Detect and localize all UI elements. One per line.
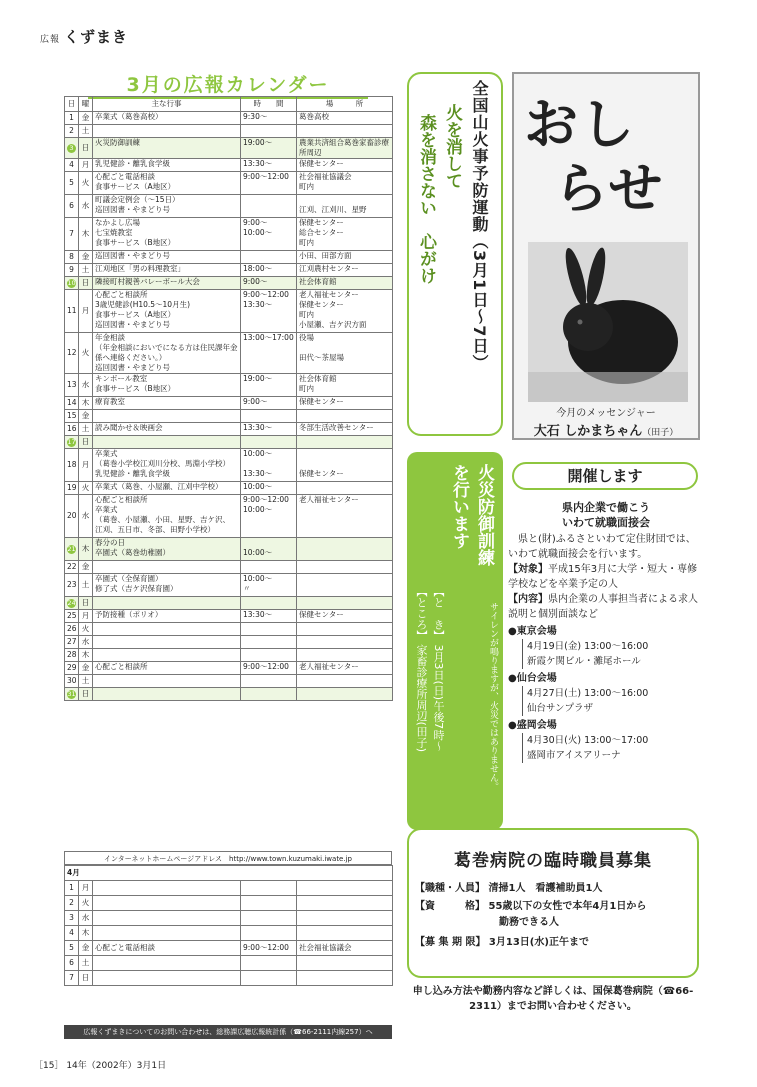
event-cell bbox=[93, 410, 241, 423]
day-cell: 8 bbox=[65, 251, 79, 264]
place-cell bbox=[297, 436, 393, 449]
event-cell bbox=[93, 649, 241, 662]
day-cell bbox=[65, 688, 79, 701]
event-cell bbox=[93, 911, 241, 926]
weekday-cell: 火 bbox=[79, 333, 93, 374]
weekday-cell: 土 bbox=[79, 125, 93, 138]
header-event: 主な行事 bbox=[93, 97, 241, 112]
time-cell bbox=[241, 688, 297, 701]
weekday-cell: 金 bbox=[79, 561, 93, 574]
day-cell: 7 bbox=[65, 971, 79, 986]
time-cell: 19:00～ bbox=[241, 138, 297, 159]
day-cell: 26 bbox=[65, 623, 79, 636]
messenger-caption: 今月のメッセンジャー bbox=[556, 408, 656, 419]
time-cell: 9:00～12:00 bbox=[241, 662, 297, 675]
place-cell bbox=[297, 561, 393, 574]
weekday-cell: 水 bbox=[79, 374, 93, 397]
place-cell: 保健センター bbox=[297, 159, 393, 172]
place-cell: 保健センター bbox=[297, 610, 393, 623]
day-cell: 2 bbox=[65, 125, 79, 138]
venue-tokyo: ●東京会場 4月19日(金) 13:00～16:00 新霞ケ関ビル・灘尾ホール bbox=[508, 624, 704, 669]
day-cell: 18 bbox=[65, 449, 79, 482]
event-cell: 町議会定例会（～15日） 巡回図書・やまどり号 bbox=[93, 195, 241, 218]
job-fair-target: 【対象】平成15年3月に大学・短大・専修学校などを卒業予定の人 bbox=[508, 564, 698, 590]
place-cell: 社会福祉協議会 bbox=[297, 941, 393, 956]
day-cell: 3 bbox=[65, 911, 79, 926]
day-cell: 13 bbox=[65, 374, 79, 397]
calendar-row bbox=[65, 926, 393, 941]
event-cell bbox=[93, 956, 241, 971]
weekday-cell: 火 bbox=[79, 482, 93, 495]
weekday-cell: 日 bbox=[79, 277, 93, 290]
time-cell: 9:00～12:00 10:00～ bbox=[241, 495, 297, 538]
kaisai-header: 開催します bbox=[512, 462, 698, 490]
event-cell: 年金相談 （年金相談においでになる方は住民課年金係へ連絡ください。） 巡回図書・やまどり号 bbox=[93, 333, 241, 374]
time-cell: 9:00～ 10:00～ bbox=[241, 218, 297, 251]
weekday-cell: 火 bbox=[79, 172, 93, 195]
day-cell: 6 bbox=[65, 195, 79, 218]
weekday-cell: 木 bbox=[79, 649, 93, 662]
time-cell: 9:00～12:00 bbox=[241, 941, 297, 956]
time-cell bbox=[241, 926, 297, 941]
calendar-row bbox=[65, 449, 393, 482]
weekday-cell: 土 bbox=[79, 956, 93, 971]
day-cell bbox=[65, 138, 79, 159]
event-cell: 巡回図書・やまどり号 bbox=[93, 251, 241, 264]
place-cell bbox=[297, 971, 393, 986]
place-cell: 保健センター bbox=[297, 449, 393, 482]
time-cell bbox=[241, 636, 297, 649]
event-cell: なかよし広場 七宝焼教室 食事サービス（B地区） bbox=[93, 218, 241, 251]
day-cell: 7 bbox=[65, 218, 79, 251]
weekday-cell: 土 bbox=[79, 574, 93, 597]
place-cell: 小田、田部方面 bbox=[297, 251, 393, 264]
day-cell: 12 bbox=[65, 333, 79, 374]
place-cell: 保健センター bbox=[297, 397, 393, 410]
time-cell bbox=[241, 623, 297, 636]
time-cell bbox=[241, 675, 297, 688]
weekday-cell: 金 bbox=[79, 662, 93, 675]
event-cell: 心配ごと相談所 bbox=[93, 662, 241, 675]
calendar-row bbox=[65, 125, 393, 138]
place-cell: 老人福祉センター 保健センター 町内 小屋瀬、吉ケ沢方面 bbox=[297, 290, 393, 333]
place-cell: 江刈農村センター bbox=[297, 264, 393, 277]
place-cell bbox=[297, 538, 393, 561]
weekday-cell: 木 bbox=[79, 538, 93, 561]
place-cell bbox=[297, 649, 393, 662]
event-cell bbox=[93, 597, 241, 610]
april-calendar-table bbox=[64, 865, 393, 986]
weekday-cell: 日 bbox=[79, 971, 93, 986]
job-fair-content: 【内容】県内企業の人事担当者による求人説明と個別面談など bbox=[508, 594, 698, 620]
calendar-title: 3月の広報カレンダー bbox=[88, 70, 368, 99]
place-cell bbox=[297, 911, 393, 926]
day-cell: 1 bbox=[65, 112, 79, 125]
event-cell: 火災防御訓練 bbox=[93, 138, 241, 159]
place-cell bbox=[297, 410, 393, 423]
calendar-row bbox=[65, 649, 393, 662]
weekday-cell: 水 bbox=[79, 495, 93, 538]
time-cell: 13:30～ bbox=[241, 423, 297, 436]
day-cell: 15 bbox=[65, 410, 79, 423]
time-cell: 10:00～ bbox=[241, 538, 297, 561]
place-cell: 農業共済組合葛巻家畜診療所周辺 bbox=[297, 138, 393, 159]
weekday-cell: 火 bbox=[79, 623, 93, 636]
time-cell: 9:00～12:00 13:30～ bbox=[241, 290, 297, 333]
calendar-row bbox=[65, 881, 393, 896]
time-cell: 9:00～ bbox=[241, 277, 297, 290]
fire-prevention-box bbox=[407, 72, 503, 436]
masthead: 広報 くずまき bbox=[40, 28, 129, 46]
hospital-qualification: 【資 格】 55歳以下の女性で本年4月1日から bbox=[415, 901, 647, 912]
calendar-row bbox=[65, 675, 393, 688]
event-cell: 江刈地区「男の料理教室」 bbox=[93, 264, 241, 277]
place-cell bbox=[297, 896, 393, 911]
day-cell: 16 bbox=[65, 423, 79, 436]
event-cell: 卒業式 （葛巻小学校江刈川分校、馬淵小学校） 乳児健診・離乳食学級 bbox=[93, 449, 241, 482]
holiday-day-marker: 24 bbox=[67, 599, 76, 607]
time-cell bbox=[241, 125, 297, 138]
fire-drill-note: サイレンが鳴りますが、火災ではありません。 bbox=[488, 602, 498, 791]
weekday-cell: 金 bbox=[79, 941, 93, 956]
event-cell: キンボール教室 食事サービス（B地区） bbox=[93, 374, 241, 397]
place-cell: 老人福祉センター bbox=[297, 662, 393, 675]
event-cell bbox=[93, 623, 241, 636]
event-cell bbox=[93, 896, 241, 911]
calendar-row bbox=[65, 662, 393, 675]
homepage-url: インターネットホームページアドレス http://www.town.kuzumaki.iwate.jp bbox=[64, 851, 392, 865]
time-cell: 13:30～ bbox=[241, 610, 297, 623]
venue-sendai: ●仙台会場 4月27日(土) 13:00～16:00 仙台サンプラザ bbox=[508, 671, 704, 716]
oshirase-title-2: らせ bbox=[554, 157, 665, 220]
weekday-cell: 月 bbox=[79, 290, 93, 333]
weekday-cell: 金 bbox=[79, 112, 93, 125]
header-time: 時 間 bbox=[241, 97, 297, 112]
weekday-cell: 水 bbox=[79, 195, 93, 218]
time-cell: 9:30～ bbox=[241, 112, 297, 125]
calendar-row bbox=[65, 495, 393, 538]
day-cell: 23 bbox=[65, 574, 79, 597]
place-cell: 保健センター 総合センター 町内 bbox=[297, 218, 393, 251]
event-cell: 隣接町村親善バレーボール大会 bbox=[93, 277, 241, 290]
job-fair-section bbox=[508, 500, 704, 763]
march-calendar-table bbox=[64, 96, 393, 701]
time-cell bbox=[241, 410, 297, 423]
holiday-day-marker: 3 bbox=[67, 144, 76, 153]
event-cell bbox=[93, 125, 241, 138]
time-cell: 10:00～ bbox=[241, 482, 297, 495]
event-cell: 卒業式（葛巻、小屋瀬、江刈中学校） bbox=[93, 482, 241, 495]
place-cell bbox=[297, 623, 393, 636]
time-cell: 18:00～ bbox=[241, 264, 297, 277]
day-cell bbox=[65, 597, 79, 610]
weekday-cell: 木 bbox=[79, 397, 93, 410]
calendar-row bbox=[65, 941, 393, 956]
job-fair-title-1: 県内企業で働こう bbox=[562, 501, 650, 514]
event-cell bbox=[93, 675, 241, 688]
calendar-row bbox=[65, 172, 393, 195]
weekday-cell: 水 bbox=[79, 911, 93, 926]
event-cell: 心配ごと電話相談 bbox=[93, 941, 241, 956]
place-cell: 老人福祉センター bbox=[297, 495, 393, 538]
day-cell: 5 bbox=[65, 172, 79, 195]
oshirase-box bbox=[512, 72, 700, 440]
calendar-row bbox=[65, 538, 393, 561]
time-cell: 10:00～ 〃 bbox=[241, 574, 297, 597]
event-cell bbox=[93, 971, 241, 986]
fire-drill-box bbox=[407, 452, 503, 830]
time-cell bbox=[241, 649, 297, 662]
event-cell: 読み聞かせ＆映画会 bbox=[93, 423, 241, 436]
place-cell: 葛巻高校 bbox=[297, 112, 393, 125]
calendar-row bbox=[65, 911, 393, 926]
holiday-day-marker: 21 bbox=[67, 545, 76, 553]
time-cell bbox=[241, 561, 297, 574]
calendar-row bbox=[65, 482, 393, 495]
time-cell bbox=[241, 911, 297, 926]
holiday-day-marker: 17 bbox=[67, 438, 76, 446]
calendar-row bbox=[65, 333, 393, 374]
day-cell: 20 bbox=[65, 495, 79, 538]
calendar-row bbox=[65, 290, 393, 333]
header-week: 曜 bbox=[79, 97, 93, 112]
time-cell: 9:00～12:00 bbox=[241, 172, 297, 195]
event-cell bbox=[93, 561, 241, 574]
weekday-cell: 土 bbox=[79, 675, 93, 688]
calendar-row bbox=[65, 971, 393, 986]
event-cell: 卒業式（葛巻高校） bbox=[93, 112, 241, 125]
event-cell: 卒園式（全保育園） 修了式（吉ケ沢保育園） bbox=[93, 574, 241, 597]
place-cell bbox=[297, 574, 393, 597]
calendar-row bbox=[65, 561, 393, 574]
place-cell: 冬部生活改善センター bbox=[297, 423, 393, 436]
time-cell: 9:00～ bbox=[241, 397, 297, 410]
weekday-cell: 火 bbox=[79, 896, 93, 911]
day-cell: 4 bbox=[65, 159, 79, 172]
weekday-cell: 月 bbox=[79, 449, 93, 482]
calendar-row bbox=[65, 264, 393, 277]
fire-prevention-slogan2: 森を消さない 心がけ bbox=[416, 114, 436, 284]
place-cell: 社会福祉協議会 町内 bbox=[297, 172, 393, 195]
holiday-day-marker: 10 bbox=[67, 279, 76, 287]
day-cell: 25 bbox=[65, 610, 79, 623]
event-cell: 心配ごと相談所 卒業式 （葛巻、小屋瀬、小田、星野、吉ケ沢、 江刈、五日市、冬部、田野小学校） bbox=[93, 495, 241, 538]
day-cell: 19 bbox=[65, 482, 79, 495]
calendar-row bbox=[65, 410, 393, 423]
fire-drill-when: 【と き】 3月3日(日)午後7時～ bbox=[432, 586, 445, 752]
event-cell bbox=[93, 926, 241, 941]
place-cell bbox=[297, 125, 393, 138]
event-cell bbox=[93, 688, 241, 701]
hospital-recruitment-box bbox=[407, 828, 699, 978]
fire-drill-title-1: 火災防御訓練 bbox=[474, 464, 494, 566]
event-cell: 乳児健診・離乳食学級 bbox=[93, 159, 241, 172]
header-place: 場 所 bbox=[297, 97, 393, 112]
weekday-cell: 月 bbox=[79, 159, 93, 172]
calendar-row bbox=[65, 277, 393, 290]
calendar-row bbox=[65, 896, 393, 911]
calendar-row bbox=[65, 195, 393, 218]
day-cell: 4 bbox=[65, 926, 79, 941]
time-cell bbox=[241, 597, 297, 610]
calendar-row bbox=[65, 251, 393, 264]
calendar-row bbox=[65, 610, 393, 623]
day-cell: 27 bbox=[65, 636, 79, 649]
weekday-cell: 土 bbox=[79, 423, 93, 436]
calendar-row bbox=[65, 112, 393, 125]
calendar-row bbox=[65, 218, 393, 251]
weekday-cell: 日 bbox=[79, 597, 93, 610]
time-cell bbox=[241, 956, 297, 971]
fire-prevention-slogan1: 火を消して bbox=[442, 104, 462, 189]
time-cell: 13:30～ bbox=[241, 159, 297, 172]
time-cell bbox=[241, 896, 297, 911]
place-cell: 江刈、江刈川、星野 bbox=[297, 195, 393, 218]
weekday-cell: 月 bbox=[79, 610, 93, 623]
event-cell: 療育教室 bbox=[93, 397, 241, 410]
weekday-cell: 日 bbox=[79, 436, 93, 449]
time-cell: 19:00～ bbox=[241, 374, 297, 397]
day-cell: 6 bbox=[65, 956, 79, 971]
place-cell bbox=[297, 636, 393, 649]
weekday-cell: 木 bbox=[79, 218, 93, 251]
day-cell: 1 bbox=[65, 881, 79, 896]
place-cell bbox=[297, 675, 393, 688]
messenger-name: 大石 しかまちゃん（田子） bbox=[533, 424, 679, 439]
place-cell: 社会体育館 bbox=[297, 277, 393, 290]
weekday-cell: 月 bbox=[79, 881, 93, 896]
page-footer: ［15］ 14年（2002年）3月1日 bbox=[34, 1061, 167, 1071]
time-cell bbox=[241, 881, 297, 896]
venue-morioka: ●盛岡会場 4月30日(火) 13:00～17:00 盛岡市アイスアリーナ bbox=[508, 718, 704, 763]
event-cell bbox=[93, 881, 241, 896]
hospital-qualification-cont: 勤務できる人 bbox=[499, 917, 559, 928]
day-cell: 5 bbox=[65, 941, 79, 956]
day-cell: 2 bbox=[65, 896, 79, 911]
day-cell: 14 bbox=[65, 397, 79, 410]
job-fair-title-2: いわて就職面接会 bbox=[562, 516, 650, 529]
time-cell bbox=[241, 251, 297, 264]
fire-drill-title-2: を行います bbox=[449, 464, 469, 549]
april-label: 4月 bbox=[65, 866, 393, 881]
place-cell: 役場 田代～茶屋場 bbox=[297, 333, 393, 374]
time-cell bbox=[241, 195, 297, 218]
calendar-row bbox=[65, 397, 393, 410]
hospital-title: 葛巻病院の臨時職員募集 bbox=[454, 851, 652, 871]
hospital-deadline: 【募 集 期 限】 3月13日(水)正午まで bbox=[415, 937, 589, 948]
weekday-cell: 日 bbox=[79, 688, 93, 701]
calendar-row bbox=[65, 574, 393, 597]
place-cell bbox=[297, 597, 393, 610]
calendar-row bbox=[65, 423, 393, 436]
day-cell bbox=[65, 538, 79, 561]
weekday-cell: 金 bbox=[79, 410, 93, 423]
day-cell bbox=[65, 436, 79, 449]
time-cell bbox=[241, 971, 297, 986]
weekday-cell: 土 bbox=[79, 264, 93, 277]
calendar-row bbox=[65, 159, 393, 172]
place-cell bbox=[297, 956, 393, 971]
calendar-row bbox=[65, 956, 393, 971]
job-fair-intro: 県と(財)ふるさといわて定住財団では、いわて就職面接会を行います。 bbox=[508, 534, 696, 560]
event-cell: 心配ごと電話相談 食事サービス（A地区） bbox=[93, 172, 241, 195]
place-cell bbox=[297, 926, 393, 941]
place-cell bbox=[297, 688, 393, 701]
event-cell bbox=[93, 436, 241, 449]
calendar-row bbox=[65, 436, 393, 449]
event-cell: 心配ごと相談所 3歳児健診(H10.5～10月生) 食事サービス（A地区） 巡回図書・やまどり号 bbox=[93, 290, 241, 333]
day-cell: 28 bbox=[65, 649, 79, 662]
hospital-job-type: 【職種・人員】 清掃1人 看護補助員1人 bbox=[415, 883, 603, 894]
calendar-row bbox=[65, 374, 393, 397]
day-cell: 30 bbox=[65, 675, 79, 688]
calendar-header-row bbox=[65, 97, 393, 112]
day-cell: 22 bbox=[65, 561, 79, 574]
oshirase-title-1: おし bbox=[524, 93, 636, 156]
weekday-cell: 水 bbox=[79, 636, 93, 649]
day-cell: 29 bbox=[65, 662, 79, 675]
event-cell: 予防接種（ポリオ） bbox=[93, 610, 241, 623]
day-cell: 9 bbox=[65, 264, 79, 277]
place-cell bbox=[297, 881, 393, 896]
weekday-cell: 木 bbox=[79, 926, 93, 941]
event-cell bbox=[93, 636, 241, 649]
place-cell bbox=[297, 482, 393, 495]
event-cell: 春分の日 卒園式（葛巻幼稚園） bbox=[93, 538, 241, 561]
holiday-day-marker: 31 bbox=[67, 690, 76, 698]
april-header-row bbox=[65, 866, 393, 881]
time-cell: 10:00～ 13:30～ bbox=[241, 449, 297, 482]
calendar-row bbox=[65, 597, 393, 610]
header-day: 日 bbox=[65, 97, 79, 112]
day-cell bbox=[65, 277, 79, 290]
calendar-row bbox=[65, 623, 393, 636]
day-cell: 11 bbox=[65, 290, 79, 333]
weekday-cell: 日 bbox=[79, 138, 93, 159]
calendar-row bbox=[65, 636, 393, 649]
fire-prevention-title: 全国山火事予防運動（3月1日～7日） bbox=[470, 80, 489, 372]
time-cell bbox=[241, 436, 297, 449]
time-cell: 13:00～17:00 bbox=[241, 333, 297, 374]
contact-bar: 広報くずまきについてのお問い合わせは、総務課広聴広報統計係（☎66-2111内線257）へ bbox=[64, 1025, 392, 1039]
hospital-note: 申し込み方法や勤務内容など詳しくは、国保葛巻病院（☎66-2311）までお問い合わせください。 bbox=[412, 986, 694, 1012]
calendar-row bbox=[65, 138, 393, 159]
calendar-row bbox=[65, 688, 393, 701]
weekday-cell: 金 bbox=[79, 251, 93, 264]
place-cell: 社会体育館 町内 bbox=[297, 374, 393, 397]
fire-drill-where: 【ところ】 家畜診療所周辺(田子) bbox=[415, 586, 428, 753]
